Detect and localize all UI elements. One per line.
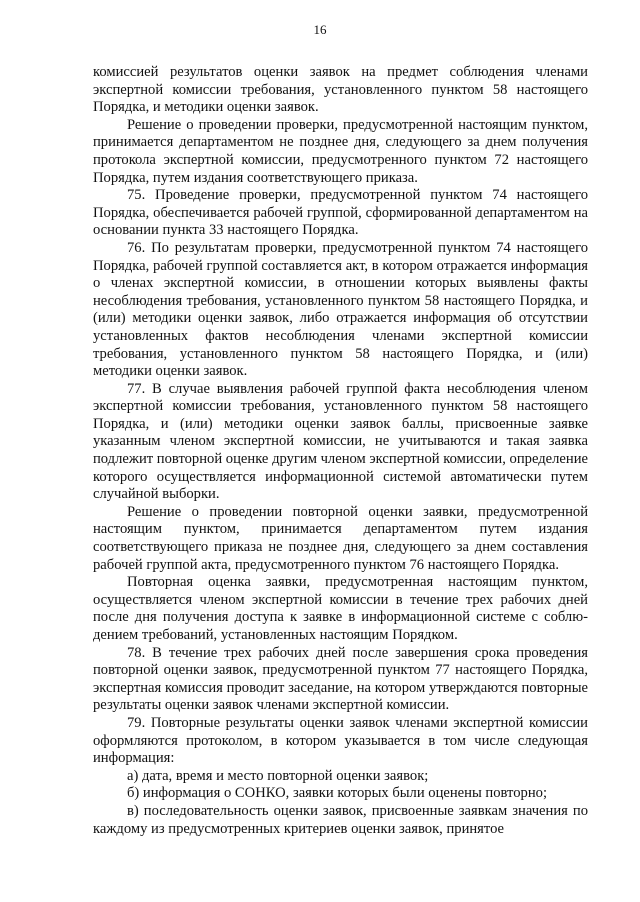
paragraph-79: 79. Повторные результаты оценки заявок членами экспертной комиссии оформляются протоколом, в котором указывается в том числе следующая информация: [93,714,588,767]
paragraph-reassessment: Повторная оценка заявки, предусмотренная настоящим пунктом, осуществляется членом экспертной комиссии в течение трех рабочих дней после дня получения доступа к заявке в информационной системе с соблюдением требований, установленных настоящим Порядком. [93,574,588,643]
paragraph-continuation: комиссией результатов оценки заявок на предмет соблюдения членами экспертной комиссии требования, установленного пунктом 58 настоящего Порядка, и методики оценки заявок. [93,64,588,116]
paragraph-77: 77. В случае выявления рабочей группой факта несоблюдения членом экспертной комиссии требования, установленного пунктом 58 настоящего Порядка, и (или) методики оценки заявок баллы, присвоенные заявке указанным членом экспертной комиссии, не учитываются и такая заявка подлежит повторной оценке другим членом экспертной комиссии, определение которого осуществляется информационной системой автоматически путем случайной выборки. [93,380,588,503]
list-item-a: а) дата, время и место повторной оценки заявок; [127,767,429,784]
list-item-b: б) информация о СОНКО, заявки которых были оценены повторно; [127,785,547,802]
paragraph-78: 78. В течение трех рабочих дней после завершения срока проведения повторной оценки заявок, предусмотренной пунктом 77 настоящего Порядка, экспертная комиссия проводит заседание, на котором утверждаются повторные результаты оценки заявок членами экспертной комиссии. [93,644,588,714]
document-body [93,64,588,838]
paragraph-decision-check: Решение о проведении проверки, предусмотренной настоящим пунктом, принимается департаментом не позднее дня, следующего за днем получения протокола экспертной комиссии, предусмотренного пунктом 72 настоящего Порядка, путем издания соответствующего приказа. [93,116,588,186]
page-number: 16 [313,22,327,37]
paragraph-75: 75. Проведение проверки, предусмотренной пунктом 74 настоящего Порядка, обеспечивается рабочей группой, сформированной департаментом на основании пункта 33 настоящего Порядка. [93,187,588,239]
paragraph-decision-reassessment: Решение о проведении повторной оценки заявки, предусмотренной настоящим пунктом, принимается департаментом путем издания соответствующего приказа не позднее дня, следующего за днем составления рабочей группой акта, предусмотренного пунктом 76 настоящего Порядка. [93,503,588,573]
paragraph-76: 76. По результатам проверки, предусмотренной пунктом 74 настоящего Порядка, рабочей группой составляется акт, в котором отражается информация о членах экспертной комиссии, в отношении которых выявлены факты несоблюдения требования, установленного пунктом 58 настоящего Порядка, и (или) методики оценки заявок, либо отражается информация об отсутствии установленных фактов несоблюдения членами экспертной комиссии требования, установленного пунктом 58 настоящего Порядка, и (или) методики оценки заявок. [93,239,588,380]
list-item-v: в) последовательность оценки заявок, присвоенные заявкам значения по каждому из предусмотренных критериев оценки заявок, принятое [93,802,588,837]
